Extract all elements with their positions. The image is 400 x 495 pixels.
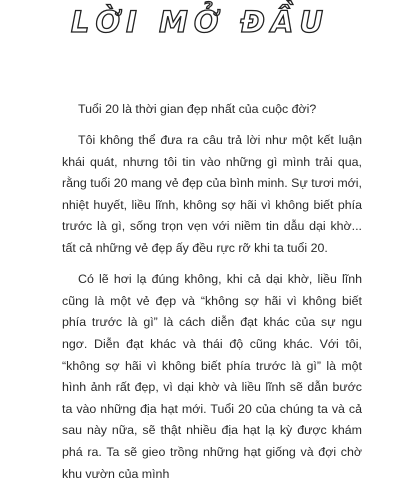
chapter-body bbox=[62, 99, 362, 495]
paragraph: Có lẽ hơi lạ đúng không, khi cả dại khờ, liều lĩnh cũng là một vẻ đẹp và “không sợ hãi vì không biết phía trước là gì” là cách diễn đạt khác của sự ngu ngơ. Diễn đạt khác và thái độ cũng khác. Với tôi, “không sợ hãi vì không biết phía trước là gì” là một hình ảnh rất đẹp, vì dại khờ và liều lĩnh sẽ dẫn bước ta vào những địa hạt mới. Tuổi 20 của chúng ta và cả sau này nữa, sẽ thật nhiều địa hạt lạ kỳ được khám phá ra. Ta sẽ gieo trồng những hạt giống và đợi chờ khu vườn của mình bbox=[62, 272, 362, 481]
paragraph: Tôi không thể đưa ra câu trả lời như một kết luận khái quát, nhưng tôi tin vào những gì mình trải qua, rằng tuổi 20 mang vẻ đẹp của bình minh. Sự tươi mới, nhiệt huyết, liều lĩnh, không sợ hãi vì không biết phía trước là gì, sống trọn vẹn với niềm tin dẫu dại khờ... tất cả những vẻ đẹp ấy đều rực rỡ khi ta tuổi 20. bbox=[62, 133, 362, 256]
paragraph: Tuổi 20 là thời gian đẹp nhất của cuộc đời? bbox=[78, 102, 317, 116]
chapter-title: LỜI MỞ ĐẦU bbox=[70, 5, 330, 39]
